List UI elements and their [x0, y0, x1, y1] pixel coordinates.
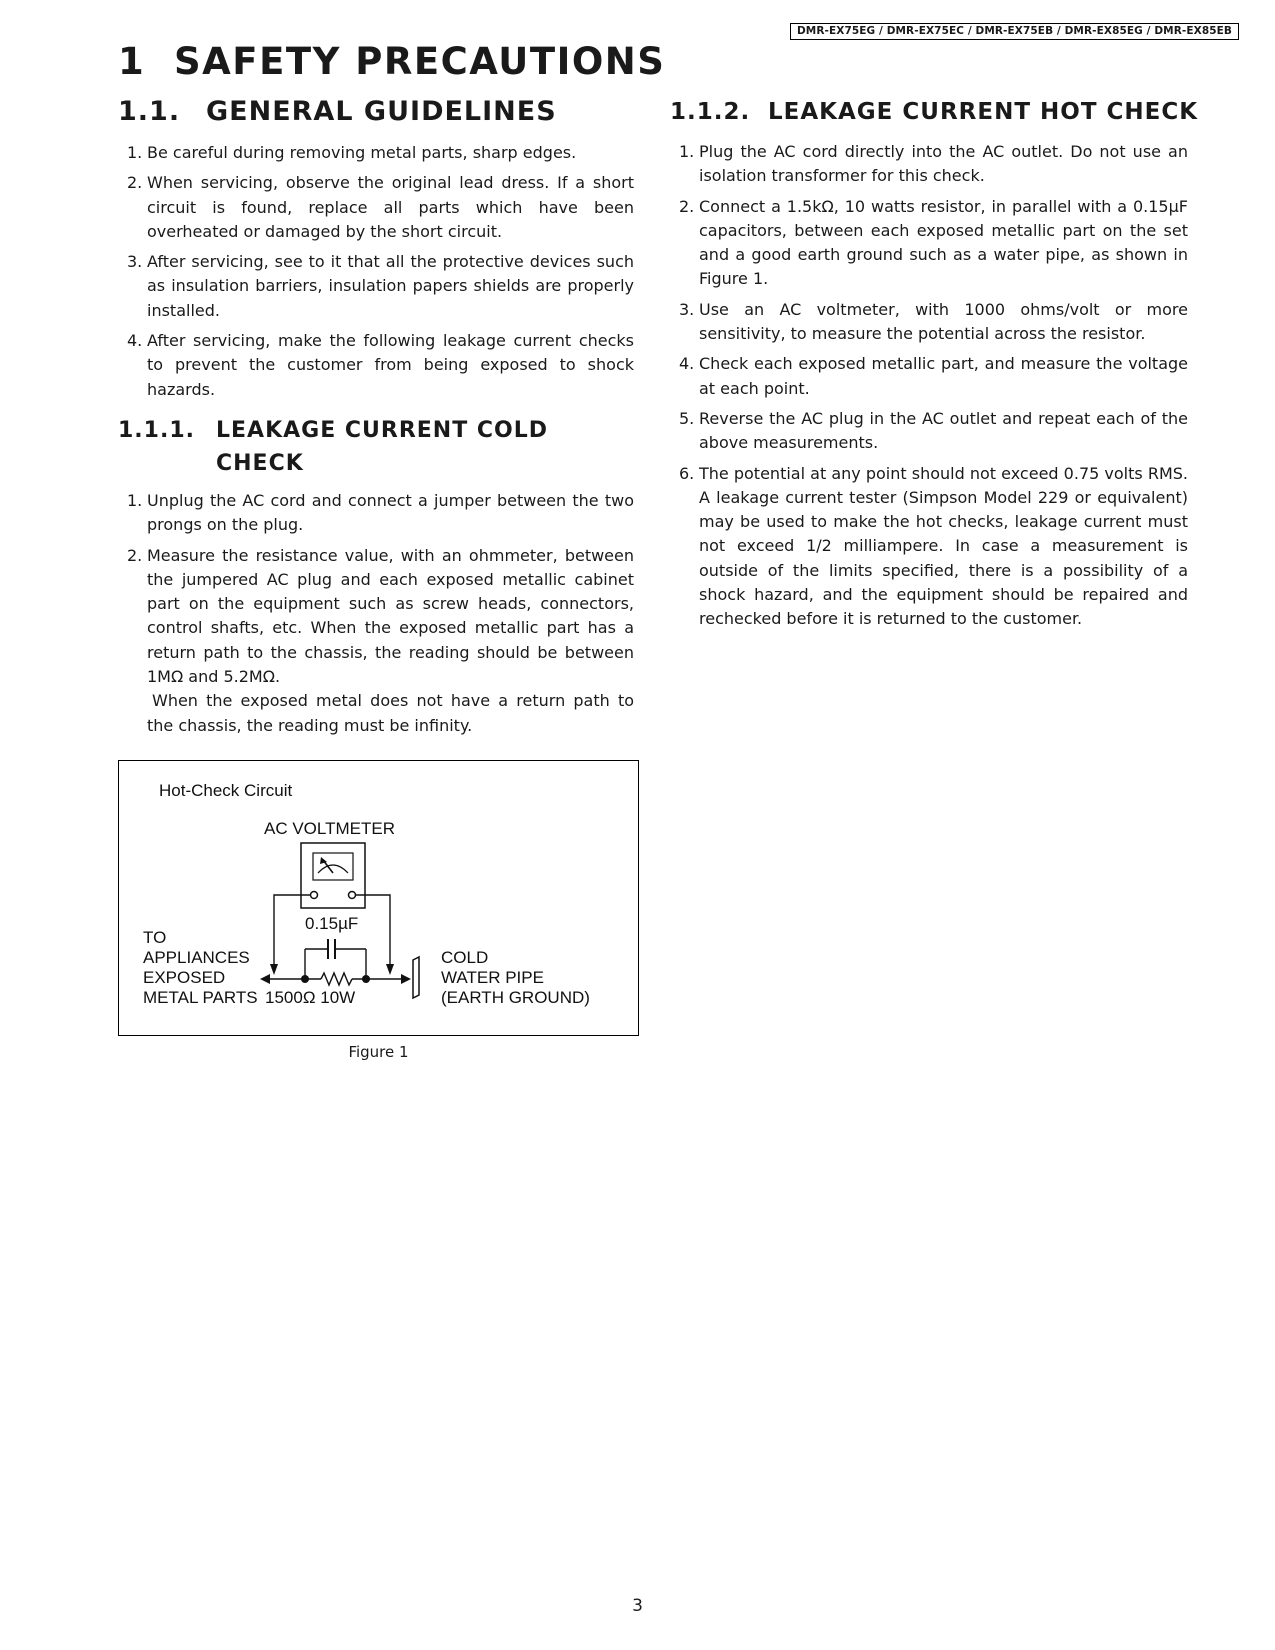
section-title-text: SAFETY PRECAUTIONS	[174, 40, 666, 83]
list-item: 2. When servicing, observe the original lead dress. If a short circuit is found, replace all parts which have been overheated or damaged by the short circuit.	[127, 173, 634, 241]
cold-check-item2-extra: When the exposed metal does not have a return path to the chassis, the reading must be infinity.	[147, 691, 634, 735]
list-item: 5. Reverse the AC plug in the AC outlet and repeat each of the above measurements.	[679, 408, 1188, 453]
hot-check-heading	[670, 96, 1230, 129]
resistor-label: 1500Ω 10W	[265, 988, 356, 1007]
general-guidelines-list	[118, 141, 634, 408]
list-item: 4. Check each exposed metallic part, and measure the voltage at each point.	[679, 354, 1188, 398]
figure-title: Hot-Check Circuit	[159, 781, 293, 800]
cold-check-heading	[118, 414, 638, 480]
list-item: 3. Use an AC voltmeter, with 1000 ohms/volt or more sensitivity, to measure the potential across the resistor.	[679, 299, 1188, 344]
general-guidelines-title: GENERAL GUIDELINES	[206, 96, 557, 127]
hot-check-circuit-figure	[118, 760, 639, 1036]
list-item: 1. Plug the AC cord directly into the AC outlet. Do not use an isolation transformer for this check.	[679, 142, 1188, 186]
voltmeter-label: AC VOLTMETER	[264, 819, 395, 838]
figure-caption: Figure 1	[348, 1043, 409, 1061]
cold-check-list	[118, 489, 634, 744]
water-pipe-icon	[413, 957, 419, 998]
terminal-left	[311, 892, 318, 899]
resistor-symbol	[321, 973, 352, 985]
cold-check-number: 1.1.1.	[118, 418, 195, 443]
right-label-line: (EARTH GROUND)	[441, 988, 590, 1007]
terminal-right	[349, 892, 356, 899]
hot-check-title: LEAKAGE CURRENT HOT CHECK	[768, 99, 1199, 125]
left-label-line: METAL PARTS	[143, 988, 258, 1007]
left-label-line: TO	[143, 928, 167, 947]
general-guidelines-heading	[118, 96, 557, 127]
list-item: 3. After servicing, see to it that all the protective devices such as insulation barriers, insulation papers shields are properly installed.	[127, 252, 634, 320]
list-item: 6. The potential at any point should not exceed 0.75 volts RMS. A leakage current tester (Simpson Model 229 or equivalent) may be used to make the hot checks, leakage current must not exceed 1/2 milliampere. In case a measurement is outside of the limits specified, there is a possibility of a shock hazard, and the equipment should be repaired and rechecked before it is returned to the customer.	[679, 463, 1188, 629]
list-item: 4. After servicing, make the following leakage current checks to prevent the customer from being exposed to shock hazards.	[127, 331, 634, 399]
model-number-header: DMR-EX75EG / DMR-EX75EC / DMR-EX75EB / DMR-EX85EG / DMR-EX85EB	[790, 23, 1239, 40]
right-label-line: WATER PIPE	[441, 968, 544, 987]
list-item: 2. Connect a 1.5kΩ, 10 watts resistor, in parallel with a 0.15µF capacitors, between each exposed metallic part on the set and a good earth ground such as a water pipe, as shown in Figure 1.	[679, 196, 1188, 289]
list-item: 1. Unplug the AC cord and connect a jumper between the two prongs on the plug.	[127, 491, 634, 535]
left-label-line: APPLIANCES	[143, 948, 250, 967]
list-item: 1. Be careful during removing metal parts, sharp edges.	[127, 143, 577, 162]
circuit-diagram	[119, 761, 637, 1034]
section-number: 1	[118, 40, 146, 83]
right-label-line: COLD	[441, 948, 489, 967]
meter-face	[313, 853, 353, 880]
capacitor-label: 0.15µF	[305, 914, 359, 933]
list-item: 2. Measure the resistance value, with an ohmmeter, between the jumpered AC plug and each exposed metallic cabinet part on the equipment such as screw heads, connectors, control shafts, etc. When the exposed metallic part has a return path to the chassis, the reading should be between 1MΩ and 5.2MΩ. When the exposed metal does not have a return path to the chassis, the reading must be infinity.	[118, 544, 634, 738]
hot-check-list	[670, 140, 1188, 638]
left-label-line: EXPOSED	[143, 968, 226, 987]
cold-check-title: LEAKAGE CURRENT COLD CHECK	[216, 418, 549, 476]
general-guidelines-number: 1.1.	[118, 96, 181, 127]
hot-check-number: 1.1.2.	[670, 99, 751, 125]
page-number: 3	[632, 1596, 643, 1616]
section-title	[118, 40, 665, 83]
